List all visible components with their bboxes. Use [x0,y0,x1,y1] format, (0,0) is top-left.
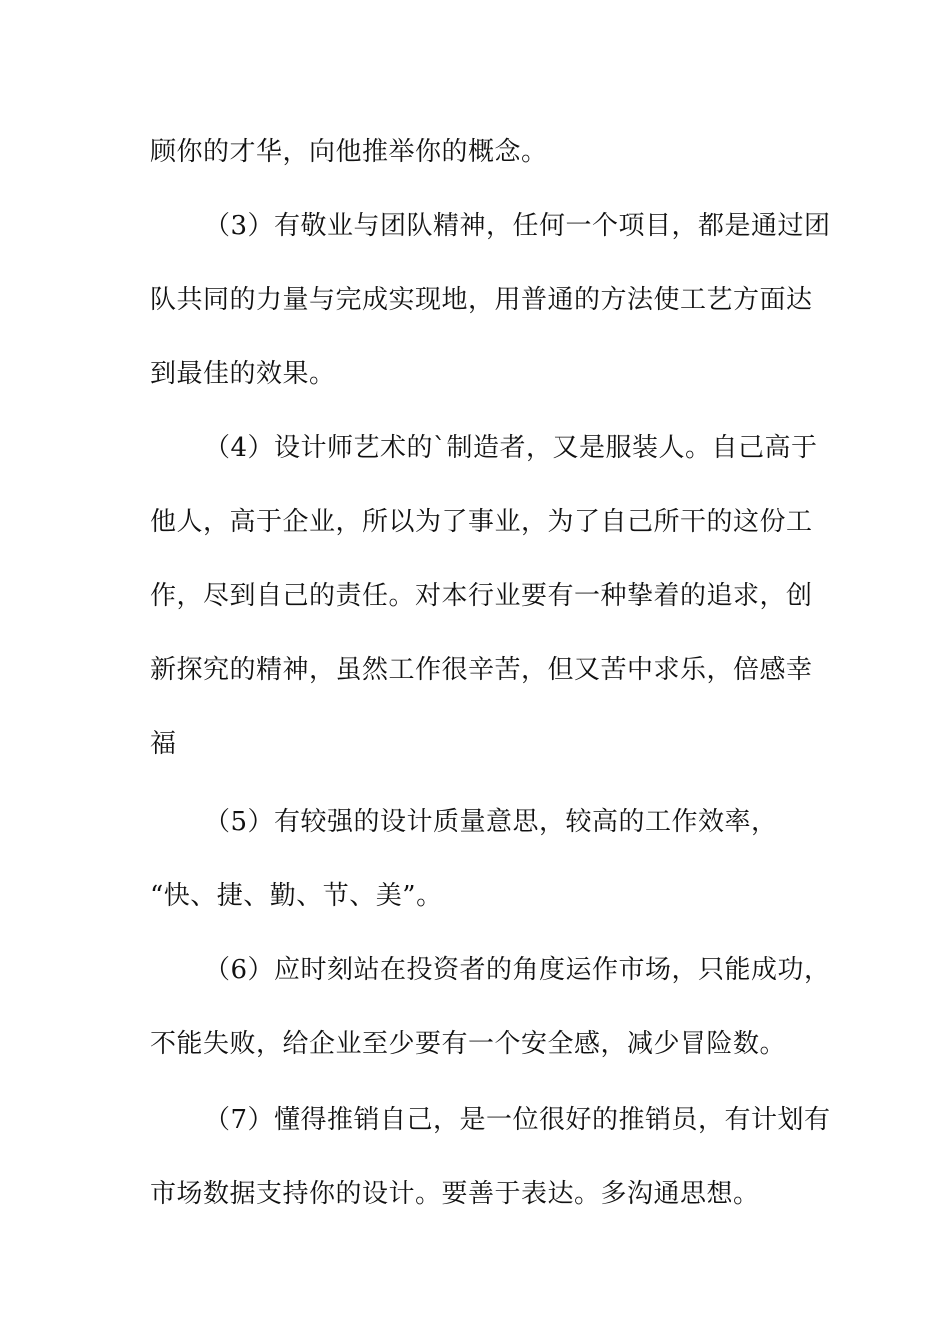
text-line: 到最佳的效果。 [150,359,336,389]
paragraph-3-start: （3）有敬业与团队精神，任何一个项目，都是通过团 [204,211,831,241]
text-line: 市场数据支持你的设计。要善于表达。多沟通思想。 [150,1179,760,1209]
text-line: 他人，高于企业，所以为了事业，为了自己所干的这份工 [150,507,813,537]
text-line: “快、捷、勤、节、美”。 [150,881,443,911]
paragraph-6-start: （6）应时刻站在投资者的角度运作市场，只能成功， [204,955,831,985]
text-line: 不能失败，给企业至少要有一个安全感，减少冒险数。 [150,1029,787,1059]
text-line: 新探究的精神，虽然工作很辛苦，但又苦中求乐，倍感幸 [150,655,813,685]
text-line: 顾你的才华，向他推举你的概念。 [150,137,548,167]
paragraph-4-start: （4）设计师艺术的`制造者，又是服装人。自己高于 [204,433,818,463]
paragraph-5-start: （5）有较强的设计质量意思，较高的工作效率， [204,807,778,837]
paragraph-7-start: （7）懂得推销自己，是一位很好的推销员，有计划有 [204,1105,831,1135]
text-line: 队共同的力量与完成实现地，用普通的方法使工艺方面达 [150,285,813,315]
text-line: 作，尽到自己的责任。对本行业要有一种挚着的追求，创 [150,581,813,611]
text-line: 福 [150,729,177,759]
